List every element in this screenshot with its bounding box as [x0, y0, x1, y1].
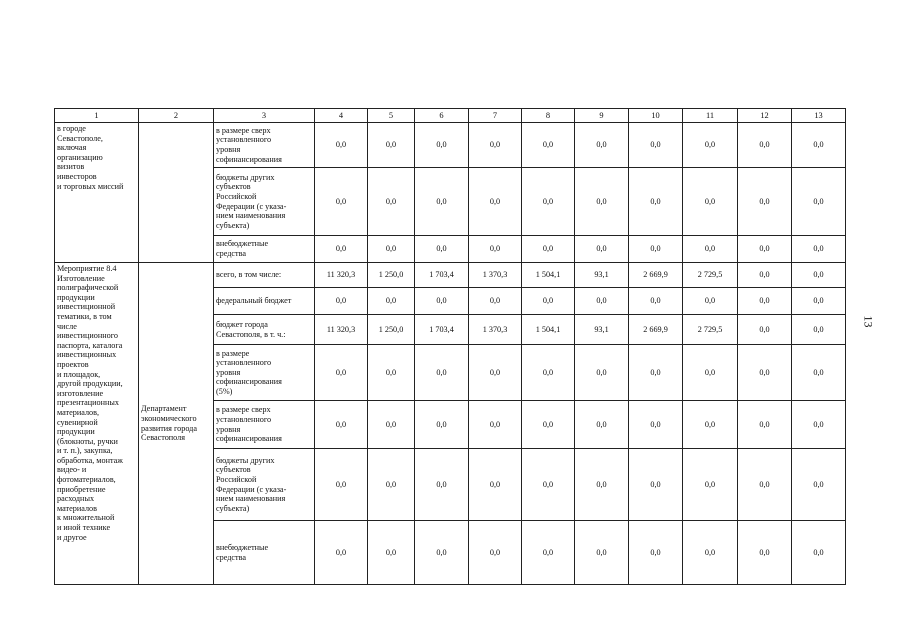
header-cell: 13 — [792, 109, 846, 123]
value-cell: 1 370,3 — [469, 263, 522, 288]
value-cell: 0,0 — [792, 263, 846, 288]
value-cell: 0,0 — [415, 345, 469, 401]
value-cell: 0,0 — [469, 345, 522, 401]
value-cell: 0,0 — [575, 449, 629, 521]
value-cell: 0,0 — [738, 449, 792, 521]
header-cell: 6 — [415, 109, 469, 123]
activity-description: Мероприятие 8.4 Изготовление полиграфической продукции инвестиционной тематики, в том числе инвестиционного паспорта, каталога инвестиционных проектов и площадок, другой продукции, изготовление презентационных материалов, сувенирной продукции (блокноты, ручки и т. п.), закупка, обработка, монтаж видео- и фотоматериалов, приобретение расходных материалов к множительной и иной технике и другое — [55, 263, 139, 585]
value-cell: 0,0 — [738, 123, 792, 168]
value-cell: 93,1 — [575, 315, 629, 345]
value-cell: 0,0 — [522, 168, 575, 236]
value-cell: 0,0 — [792, 315, 846, 345]
value-cell: 0,0 — [629, 123, 683, 168]
header-cell: 9 — [575, 109, 629, 123]
value-cell: 0,0 — [469, 236, 522, 263]
value-cell: 0,0 — [315, 345, 368, 401]
value-cell: 0,0 — [629, 449, 683, 521]
value-cell: 0,0 — [522, 521, 575, 585]
executor-cell — [139, 123, 214, 263]
value-cell: 0,0 — [522, 236, 575, 263]
funding-source-label: внебюджетные средства — [214, 236, 315, 263]
header-cell: 12 — [738, 109, 792, 123]
value-cell: 0,0 — [575, 123, 629, 168]
value-cell: 1 250,0 — [368, 315, 415, 345]
funding-source-label: бюджеты других субъектов Российской Федерации (с указа- нием наименования субъекта) — [214, 449, 315, 521]
value-cell: 0,0 — [469, 449, 522, 521]
value-cell: 0,0 — [575, 521, 629, 585]
value-cell: 0,0 — [575, 345, 629, 401]
value-cell: 0,0 — [683, 123, 738, 168]
value-cell: 0,0 — [368, 123, 415, 168]
header-cell: 11 — [683, 109, 738, 123]
funding-source-label: бюджет города Севастополя, в т. ч.: — [214, 315, 315, 345]
header-cell: 1 — [55, 109, 139, 123]
value-cell: 0,0 — [629, 345, 683, 401]
funding-source-label: бюджеты других субъектов Российской Федерации (с указа- нием наименования субъекта) — [214, 168, 315, 236]
funding-source-label: федеральный бюджет — [214, 288, 315, 315]
value-cell: 0,0 — [469, 123, 522, 168]
value-cell: 0,0 — [469, 521, 522, 585]
header-row — [55, 109, 846, 123]
value-cell: 2 729,5 — [683, 315, 738, 345]
value-cell: 0,0 — [683, 449, 738, 521]
value-cell: 0,0 — [575, 168, 629, 236]
value-cell: 0,0 — [792, 288, 846, 315]
value-cell: 1 250,0 — [368, 263, 415, 288]
value-cell: 0,0 — [315, 236, 368, 263]
value-cell: 0,0 — [469, 168, 522, 236]
value-cell: 0,0 — [522, 123, 575, 168]
value-cell: 0,0 — [522, 345, 575, 401]
value-cell: 0,0 — [792, 345, 846, 401]
value-cell: 0,0 — [575, 401, 629, 449]
value-cell: 0,0 — [315, 168, 368, 236]
value-cell: 0,0 — [415, 401, 469, 449]
header-cell: 8 — [522, 109, 575, 123]
value-cell: 0,0 — [315, 288, 368, 315]
value-cell: 0,0 — [792, 449, 846, 521]
value-cell: 0,0 — [415, 236, 469, 263]
value-cell: 0,0 — [683, 521, 738, 585]
page-number: 13 — [861, 315, 876, 328]
value-cell: 93,1 — [575, 263, 629, 288]
value-cell: 0,0 — [522, 401, 575, 449]
value-cell: 1 703,4 — [415, 263, 469, 288]
value-cell: 0,0 — [683, 401, 738, 449]
value-cell: 2 669,9 — [629, 315, 683, 345]
value-cell: 0,0 — [683, 288, 738, 315]
value-cell: 1 504,1 — [522, 263, 575, 288]
value-cell: 0,0 — [629, 288, 683, 315]
value-cell: 2 669,9 — [629, 263, 683, 288]
value-cell: 0,0 — [738, 236, 792, 263]
header-cell: 10 — [629, 109, 683, 123]
value-cell: 0,0 — [629, 521, 683, 585]
funding-source-label: всего, в том числе: — [214, 263, 315, 288]
value-cell: 0,0 — [368, 345, 415, 401]
funding-source-label: в размере сверх установленного уровня софинансирования — [214, 401, 315, 449]
table-row — [55, 263, 846, 288]
value-cell: 0,0 — [315, 521, 368, 585]
value-cell: 0,0 — [738, 263, 792, 288]
value-cell: 0,0 — [415, 521, 469, 585]
header-cell: 3 — [214, 109, 315, 123]
value-cell: 0,0 — [368, 449, 415, 521]
funding-source-label: внебюджетные средства — [214, 521, 315, 585]
financing-table — [54, 108, 846, 585]
value-cell: 0,0 — [683, 168, 738, 236]
header-cell: 7 — [469, 109, 522, 123]
header-cell: 4 — [315, 109, 368, 123]
funding-source-label: в размере сверх установленного уровня софинансирования — [214, 123, 315, 168]
value-cell: 0,0 — [415, 168, 469, 236]
value-cell: 1 703,4 — [415, 315, 469, 345]
value-cell: 2 729,5 — [683, 263, 738, 288]
value-cell: 11 320,3 — [315, 263, 368, 288]
value-cell: 0,0 — [315, 123, 368, 168]
value-cell: 0,0 — [792, 236, 846, 263]
table-row — [55, 123, 846, 168]
value-cell: 0,0 — [738, 345, 792, 401]
value-cell: 0,0 — [792, 521, 846, 585]
value-cell: 0,0 — [415, 123, 469, 168]
value-cell: 0,0 — [522, 288, 575, 315]
header-cell: 2 — [139, 109, 214, 123]
value-cell: 0,0 — [792, 168, 846, 236]
value-cell: 11 320,3 — [315, 315, 368, 345]
value-cell: 0,0 — [415, 288, 469, 315]
value-cell: 0,0 — [575, 288, 629, 315]
value-cell: 0,0 — [469, 401, 522, 449]
value-cell: 1 504,1 — [522, 315, 575, 345]
value-cell: 0,0 — [683, 345, 738, 401]
header-cell: 5 — [368, 109, 415, 123]
value-cell: 0,0 — [368, 168, 415, 236]
value-cell: 0,0 — [575, 236, 629, 263]
value-cell: 0,0 — [629, 236, 683, 263]
funding-source-label: в размере установленного уровня софинансирования (5%) — [214, 345, 315, 401]
value-cell: 0,0 — [792, 401, 846, 449]
value-cell: 0,0 — [522, 449, 575, 521]
activity-description: в городе Севастополе, включая организацию визитов инвесторов и торговых миссий — [55, 123, 139, 263]
value-cell: 0,0 — [792, 123, 846, 168]
value-cell: 0,0 — [315, 401, 368, 449]
value-cell: 0,0 — [415, 449, 469, 521]
value-cell: 0,0 — [738, 168, 792, 236]
value-cell: 0,0 — [368, 521, 415, 585]
value-cell: 0,0 — [368, 236, 415, 263]
value-cell: 0,0 — [738, 521, 792, 585]
value-cell: 0,0 — [315, 449, 368, 521]
value-cell: 0,0 — [738, 315, 792, 345]
value-cell: 0,0 — [469, 288, 522, 315]
executor-cell: Департамент экономического развития города Севастополя — [139, 263, 214, 585]
value-cell: 0,0 — [368, 288, 415, 315]
value-cell: 1 370,3 — [469, 315, 522, 345]
value-cell: 0,0 — [683, 236, 738, 263]
value-cell: 0,0 — [738, 401, 792, 449]
value-cell: 0,0 — [629, 168, 683, 236]
value-cell: 0,0 — [738, 288, 792, 315]
value-cell: 0,0 — [629, 401, 683, 449]
value-cell: 0,0 — [368, 401, 415, 449]
